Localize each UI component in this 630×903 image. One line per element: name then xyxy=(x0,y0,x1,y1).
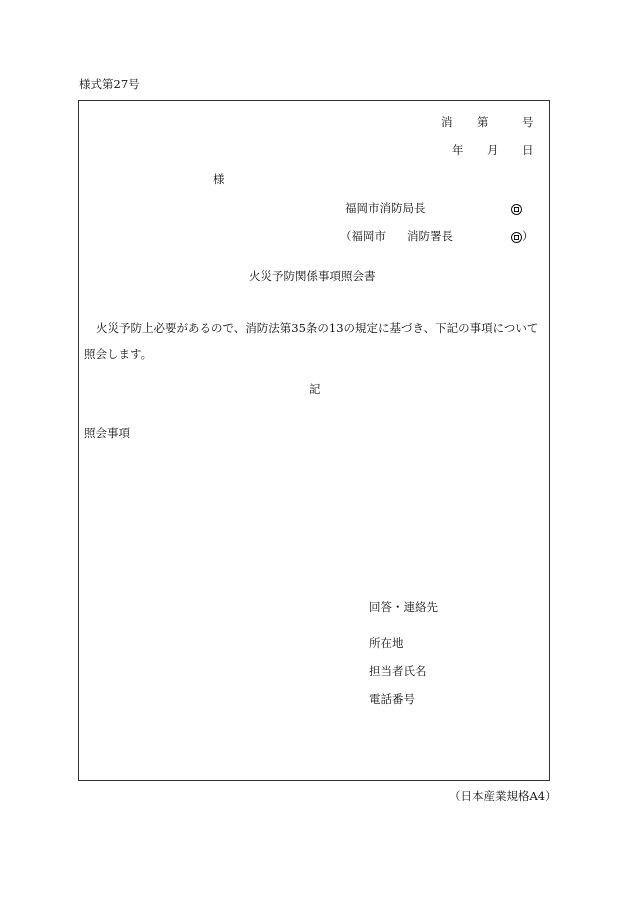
recipient-suffix: 様 xyxy=(213,172,225,186)
date-year: 年 xyxy=(452,143,464,157)
date-day: 日 xyxy=(522,143,534,157)
doc-number-dai: 第 xyxy=(477,115,489,129)
sender-line-2-close: ） xyxy=(522,229,534,243)
doc-number-go: 号 xyxy=(522,115,534,129)
contact-person: 担当者氏名 xyxy=(369,664,427,678)
ki-label: 記 xyxy=(309,382,321,396)
sender-line-2-open: （福岡市 xyxy=(340,229,386,243)
doc-number-prefix: 消 xyxy=(441,115,453,129)
form-frame xyxy=(78,100,550,781)
form-number: 様式第27号 xyxy=(79,77,140,91)
contact-address: 所在地 xyxy=(369,636,404,650)
body-line-1: 火災予防上必要があるので、消防法第35条の13の規定に基づき、下記の事項について xyxy=(96,321,539,335)
body-line-2: 照会します。 xyxy=(84,347,153,361)
seal-icon xyxy=(511,204,522,215)
paper-size-note: （日本産業規格A4） xyxy=(449,789,557,803)
contact-phone: 電話番号 xyxy=(369,692,415,706)
sender-line-2-title: 消防署長 xyxy=(407,229,453,243)
sender-line-1: 福岡市消防局長 xyxy=(345,201,426,215)
document-title: 火災予防関係事項照会書 xyxy=(249,269,376,283)
body-text xyxy=(84,315,544,367)
date-month: 月 xyxy=(487,143,499,157)
inquiry-label: 照会事項 xyxy=(84,426,130,440)
contact-heading: 回答・連絡先 xyxy=(369,600,438,614)
seal-icon xyxy=(511,232,522,243)
